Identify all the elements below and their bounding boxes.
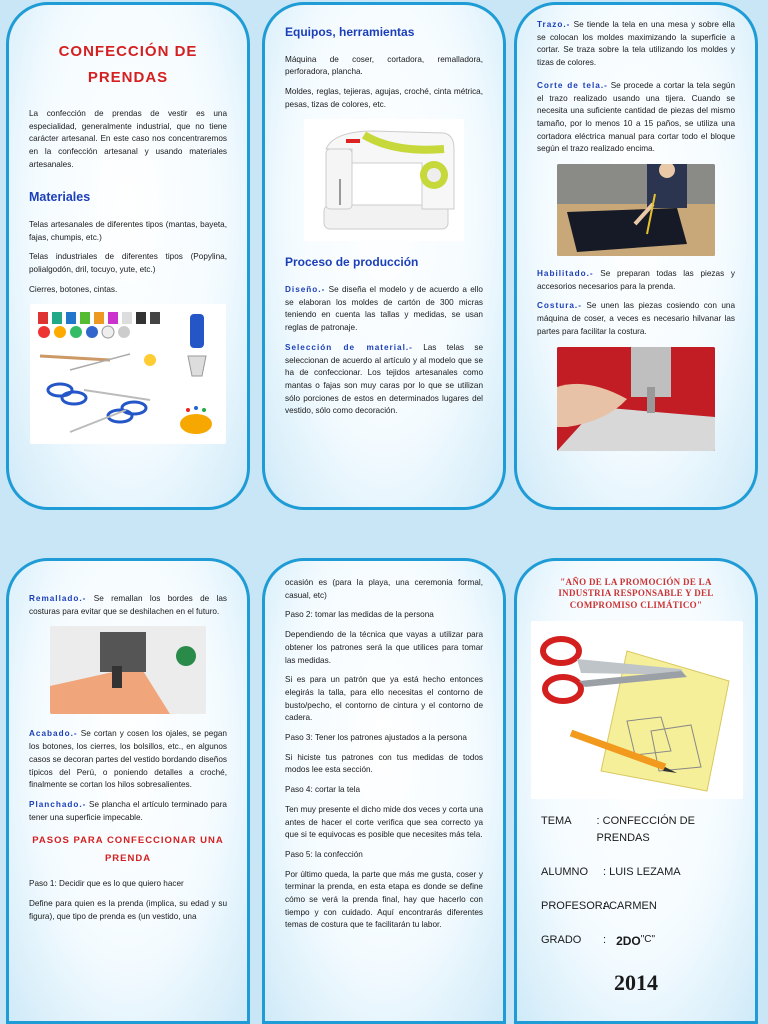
grado-section: "C" xyxy=(640,933,656,945)
planchado-paragraph xyxy=(29,799,227,824)
bottom-row xyxy=(0,512,768,1024)
panel-acabado xyxy=(6,558,250,1024)
pasos-paragraph: Paso 3: Tener los patrones ajustados a la persona xyxy=(285,733,467,743)
intro-paragraph: La confección de prendas de vestir es una especialidad, generalmente industrial, que no tiene carácter artesanal. En este caso nos concentraremos en la confección artesanal y usando materiales artesanales. xyxy=(29,109,227,169)
alumno-label: ALUMNO xyxy=(541,865,589,878)
acabado-term: Acabado.- xyxy=(29,729,78,739)
corte-paragraph xyxy=(537,80,735,156)
scissors-pattern-image xyxy=(531,621,743,799)
remallado-text: Se remallan los bordes de las costuras para evitar que se deshilachen en el futuro. xyxy=(29,594,227,616)
panel-proceso-cont xyxy=(514,2,758,510)
costura-text: Se unen las piezas cosiendo con una máquina de coser, a veces es necesario hilvanar las partes para facilitar la costura. xyxy=(537,301,735,336)
tema-value: : CONFECCIÓN DE PRENDAS xyxy=(596,814,695,844)
costura-paragraph xyxy=(537,300,735,338)
pasos-paragraph: Por último queda, la parte que más me gusta, coser y terminar la prenda, en esta etapa es donde se define cómo se verá la prenda final, hay que hacerlo con tiempo y con cuidado. Aquí encontrarás diferentes temas de costura que te facilitarán tu labor. xyxy=(285,869,483,930)
corte-term: Corte de tela.- xyxy=(537,80,608,90)
habilitado-term: Habilitado.- xyxy=(537,269,594,279)
profesora-value: : CARMEN xyxy=(603,899,657,912)
paso-1-text: Define para quien es la prenda (implica, su edad y su figura), que tipo de prenda es (un vestido, una xyxy=(29,899,227,921)
grado-value: 2DO xyxy=(616,933,641,948)
alumno-row xyxy=(541,864,735,881)
remallado-term: Remallado.- xyxy=(29,594,87,603)
seleccion-paragraph xyxy=(285,342,483,418)
planchado-text: Se plancha el artículo terminado para tener una superficie impecable. xyxy=(29,799,227,822)
acabado-text: Se cortan y cosen los ojales, se pegan los botones, los cierres, los bolsillos, etc., en algunos casos se decoran partes del vestido bordando diseños típicos del Perú, o poniendo detalles a croché, finalmente se cortan los hilos sobresalientes. xyxy=(29,729,227,790)
trazo-term: Trazo.- xyxy=(537,20,571,29)
tema-label: TEMA xyxy=(541,814,572,827)
acabado-paragraph xyxy=(29,728,227,792)
materiales-item: Telas artesanales de diferentes tipos (mantas, bayeta, fajas, chumpis, etc.) xyxy=(29,219,227,242)
habilitado-paragraph xyxy=(537,268,735,293)
pasos-paragraph: Paso 5: la confección xyxy=(285,849,363,859)
pasos-paragraph: Paso 4: cortar la tela xyxy=(285,785,361,795)
sewing-closeup-image xyxy=(557,347,715,451)
pasos-paragraph: Si hiciste tus patrones con tus medidas de todos modos lee esta sección. xyxy=(285,752,483,775)
grado-label: GRADO xyxy=(541,933,582,946)
diseno-term: Diseño.- xyxy=(285,285,326,294)
corte-text: Se procede a cortar la tela según el trazo realizado usando una tijera. Cuando se necesita una suficiente cantidad de piezas del mismo tamaño, por lo menos 10 a 15 paños, se utiliza una cortadora eléctrica manual para cortar todo el bloque según el trazo realizado encima. xyxy=(537,80,735,154)
seleccion-text: Las telas se seleccionan de acuerdo al artículo y al modelo que se ha de confeccionar. Los tejidos artesanales como mantas o fajas son muy caras por lo que se utilizan sólo porciones de estos en determinados lugares del vestido, sólo como decoración. xyxy=(285,342,483,416)
seleccion-term: Selección de material.- xyxy=(285,342,413,352)
pasos-paragraph: Dependiendo de la técnica que vayas a utilizar para obtener los patrones será la que utilices para tomar las medidas. xyxy=(285,630,483,665)
trazo-paragraph xyxy=(537,19,735,70)
diseno-paragraph xyxy=(285,284,483,335)
profesora-label: PROFESORA xyxy=(541,899,611,912)
materiales-heading: Materiales xyxy=(29,189,91,204)
pasos-paragraph: Si es para un patrón que ya está hecho entonces elegirás la talla, para ello necesitas el contorno de busto/pecho, el contorno de cintura y el contorno de cadera. xyxy=(285,675,483,723)
grado-row xyxy=(541,932,735,951)
tema-row xyxy=(541,813,735,847)
panel-cover xyxy=(514,558,758,1024)
panel-equipos xyxy=(262,2,506,510)
fabric-cutting-image xyxy=(557,164,715,256)
sewing-machine-image xyxy=(304,119,464,241)
grado-colon: : xyxy=(603,933,607,946)
materiales-item: Telas industriales de diferentes tipos (Popylina, polialgodón, dril, tocuyo, yute, etc.) xyxy=(29,252,227,274)
equipos-heading: Equipos, herramientas xyxy=(285,25,415,39)
year-label: 2014 xyxy=(614,969,658,995)
year-title: "AÑO DE LA PROMOCIÓN DE LA INDUSTRIA RESPONSABLE Y DEL COMPROMISO CLIMÁTICO" xyxy=(558,577,714,610)
pasos-paragraph: Paso 2: tomar las medidas de la persona xyxy=(285,610,434,620)
equipos-item: Máquina de coser, cortadora, remalladora, perforadora, plancha. xyxy=(285,54,483,77)
alumno-value: : LUIS LEZAMA xyxy=(603,865,681,878)
proceso-heading: Proceso de producción xyxy=(285,255,419,270)
panel-intro xyxy=(6,2,250,510)
planchado-term: Planchado.- xyxy=(29,799,87,809)
pasos-paragraph: ocasión es (para la playa, una ceremonia formal, casual, etc) xyxy=(285,578,483,600)
brochure-title: CONFECCIÓN DE PRENDAS xyxy=(58,43,198,86)
costura-term: Costura.- xyxy=(537,301,582,311)
trazo-text: Se tiende la tela en una mesa y sobre ella se colocan los moldes maximizando la superficie a cortar. Se traza sobre la tela utilizando los moldes y tizas de colores. xyxy=(537,20,735,68)
diseno-text: Se diseña el modelo y de acuerdo a ello se elaboran los moldes de cartón de 300 micras teniendo en cuenta las tallas y medidas, se usan reglas de patronaje. xyxy=(285,285,483,333)
profesora-row xyxy=(541,898,735,915)
panel-pasos xyxy=(262,558,506,1024)
sewing-supplies-image xyxy=(30,304,226,444)
pasos-paragraph: Ten muy presente el dicho mide dos veces y corta una antes de hacer el corte verifica que sea correcto ya que si te equivocas es posible que necesites más tela. xyxy=(285,804,483,840)
serger-image xyxy=(50,626,206,714)
paso-1-title: Paso 1: Decidir que es lo que quiero hacer xyxy=(29,879,184,889)
remallado-paragraph xyxy=(29,593,227,618)
materiales-item: Cierres, botones, cintas. xyxy=(29,284,118,294)
equipos-item: Moldes, reglas, tejieras, agujas, croché, cinta métrica, pesas, tizas de colores, etc. xyxy=(285,87,483,109)
habilitado-text: Se preparan todas las piezas y accesorios necesarios para la prenda. xyxy=(537,269,735,291)
pasos-heading: PASOS PARA CONFECCIONAR UNA PRENDA xyxy=(32,835,224,865)
